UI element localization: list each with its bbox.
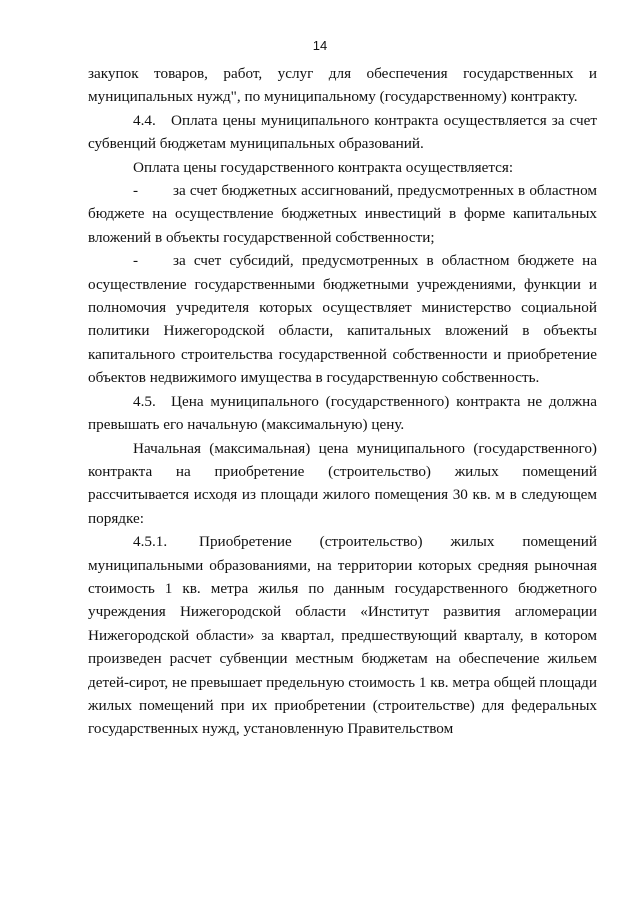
paragraph-initial-price: Начальная (максимальная) цена муниципального (государственного) контракта на приобретение (строительство) жилых помещений рассчитывается исходя из площади жилого помещения 30 кв. м в следующем порядке: — [88, 439, 597, 527]
clause-number-4-5: 4.5. — [133, 392, 156, 410]
document-body — [88, 62, 597, 741]
paragraph-state-contract-payment: Оплата цены государственного контракта осуществляется: — [133, 158, 514, 176]
bullet-text: за счет бюджетных ассигнований, предусмотренных в областном бюджете на осуществление бюджетных инвестиций в форме капитальных вложений в объекты государственной собственности; — [88, 182, 597, 246]
paragraph-4-4 — [88, 109, 597, 156]
clause-text-4-4: Оплата цены муниципального контракта осуществляется за счет субвенций бюджетам муниципальных образований. — [88, 111, 597, 153]
clause-number-4-5-1: 4.5.1. — [133, 533, 168, 551]
paragraph-4-5 — [88, 390, 597, 437]
paragraph-continuation: закупок товаров, работ, услуг для обеспечения государственных и муниципальных нужд", по муниципальному (государственному) контракту. — [88, 65, 597, 106]
bullet-dash: - — [133, 182, 139, 200]
bullet-item-budget-allocations — [88, 179, 597, 249]
clause-text-4-5-1: Приобретение (строительство) жилых помещений муниципальными образованиями, на территории которых средняя рыночная стоимость 1 кв. метра жилья по данным государственного бюджетного учреждения Нижегородской области «Институт развития агломерации Нижегородской области» за квартал, предшествующий кварталу, в котором произведен расчет субвенции местным бюджетам на обеспечение жильем детей-сирот, не превышает предельную стоимость 1 кв. метра общей площади жилых помещений при их приобретении (строительстве) для федеральных государственных нужд, установленную Правительством — [88, 533, 597, 738]
clause-text-4-5: Цена муниципального (государственного) контракта не должна превышать его начальную (максимальную) цену. — [88, 392, 597, 434]
clause-number-4-4: 4.4. — [133, 111, 156, 129]
bullet-dash: - — [133, 252, 139, 270]
paragraph-4-5-1 — [88, 530, 597, 741]
bullet-item-subsidies — [88, 249, 597, 389]
page-number: 14 — [312, 38, 328, 53]
bullet-text: за счет субсидий, предусмотренных в областном бюджете на осуществление государственными бюджетными учреждениями, функции и полномочия учредителя которых осуществляет министерство социальной политики Нижегородской области, капитальных вложений в объекты капитального строительства государственной собственности и приобретение объектов недвижимого имущества в государственную собственность. — [88, 252, 597, 387]
